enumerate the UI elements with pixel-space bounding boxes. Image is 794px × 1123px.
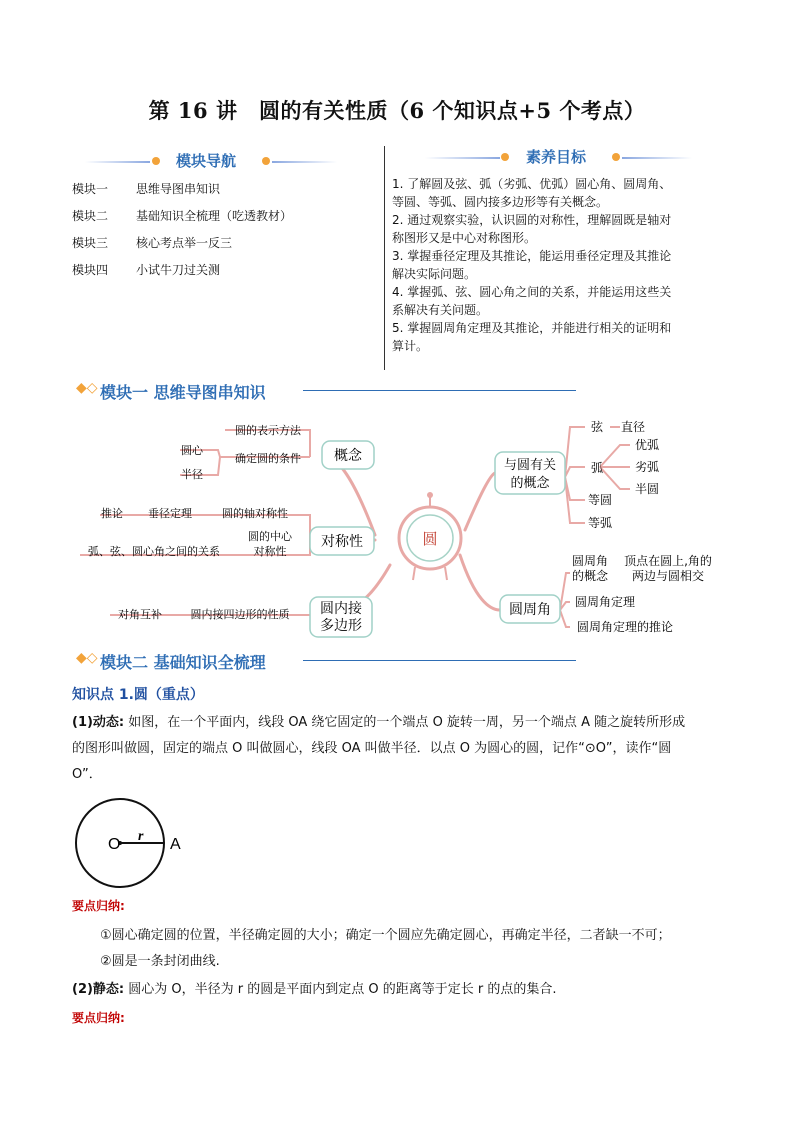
node-angle-concept-1: 圆周角: [571, 554, 609, 568]
center-node-label: 圆: [422, 530, 438, 548]
static-text: 圆心为 O，半径为 r 的圆是平面内到定点 O 的距离等于定长 r 的点的集合.: [124, 982, 557, 997]
node-related-1: 与圆有关: [503, 458, 557, 473]
node-major-arc: 优弧: [634, 438, 660, 452]
module1-heading-line: [303, 390, 576, 391]
node-equal-arc: 等弧: [587, 516, 613, 530]
goals-list: [392, 175, 732, 355]
node-perpendicular: 垂径定理: [148, 507, 192, 520]
goals-heading-line-right: [622, 157, 692, 159]
column-divider: [384, 146, 385, 370]
dynamic-line: 如图，在一个平面内，线段 OA 绕它固定的一个端点 O 旋转一周，另一个端点 A 随之旋转所形成: [124, 715, 686, 730]
point-a-label: A: [170, 836, 181, 853]
nav-item-label: 小试牛刀过关测: [136, 263, 221, 277]
node-radius: 半径: [181, 468, 203, 481]
goals-heading-line-left: [425, 157, 500, 159]
nav-item-4[interactable]: [72, 261, 292, 288]
node-angle-def-2: 两边与圆相交: [631, 569, 705, 583]
nav-list: [72, 180, 292, 288]
summary-item: ②圆是一条封闭曲线.: [100, 954, 220, 969]
module2-heading: 模块二 基础知识全梳理: [100, 653, 266, 672]
goal-line: 5. 掌握圆周角定理及其推论，并能进行相关的证明和: [392, 321, 672, 335]
summary-item: ①圆心确定圆的位置，半径确定圆的大小；确定一个圆应先确定圆心，再确定半径，二者缺一不可；: [100, 928, 671, 943]
nav-item-num: 模块二: [72, 209, 109, 223]
nav-heading-line-right: [272, 161, 337, 163]
goal-line: 等圆、等弧、圆内接多边形等有关概念。: [392, 195, 609, 209]
node-chord: 弦: [590, 420, 604, 434]
node-arc-chord: 弧、弦、圆心角之间的关系: [88, 545, 220, 558]
summary-label: 要点归纳:: [72, 899, 125, 913]
goal-line: 称图形又是中心对称图形。: [392, 231, 537, 245]
goal-line: 4. 掌握弧、弦、圆心角之间的关系，并能运用这些关: [392, 285, 672, 299]
node-polygon-1: 圆内接: [320, 601, 362, 617]
diamond-icon: ◆◇: [76, 650, 98, 666]
node-angle-def-1: 顶点在圆上,角的: [624, 554, 712, 568]
node-equal-circle: 等圆: [587, 493, 613, 507]
mind-map: [70, 405, 730, 645]
nav-item-label: 核心考点举一反三: [136, 236, 233, 250]
node-representation: 圆的表示方法: [235, 424, 301, 437]
circle-figure: [72, 793, 192, 893]
node-angle-theorem: 圆周角定理: [574, 595, 636, 609]
goal-line: 1. 了解圆及弦、弧（劣弧、优弧）圆心角、圆周角、: [392, 177, 672, 191]
point-o-label: O: [108, 836, 121, 853]
node-diameter: 直径: [620, 420, 646, 434]
dynamic-line: O”．: [72, 767, 102, 782]
kp1-dynamic: [72, 710, 732, 788]
summary-list: [100, 923, 740, 975]
nav-item-num: 模块四: [72, 263, 109, 277]
node-inscribed-angle: 圆周角: [509, 602, 551, 618]
goals-heading-dot-left: [501, 153, 509, 161]
goals-heading-dot-right: [612, 153, 620, 161]
node-concept: 概念: [334, 448, 362, 464]
nav-item-label: 基础知识全梳理（吃透教材）: [136, 209, 293, 223]
goal-line: 3. 掌握垂径定理及其推论，能运用垂径定理及其推论: [392, 249, 672, 263]
dynamic-line: 的图形叫做圆，固定的端点 O 叫做圆心，线段 OA 叫做半径．以点 O 为圆心的圆，记作“⊙O”，读作“圆: [72, 741, 672, 756]
nav-item-num: 模块三: [72, 236, 109, 250]
kp1-static: [72, 977, 732, 1003]
node-supplementary: 对角互补: [118, 608, 162, 621]
node-determine: 确定圆的条件: [235, 452, 301, 465]
page-title: 第 16 讲 圆的有关性质（6 个知识点+5 个考点）: [148, 98, 646, 123]
module2-heading-line: [303, 660, 576, 661]
node-center-sym-1: 圆的中心: [248, 530, 292, 543]
node-angle-corollary: 圆周角定理的推论: [576, 620, 674, 634]
nav-item-label: 思维导图串知识: [136, 182, 221, 196]
node-polygon-2: 多边形: [320, 618, 362, 634]
goal-line: 算计。: [392, 339, 429, 353]
diamond-icon: ◆◇: [76, 380, 98, 396]
node-corollary: 推论: [101, 507, 123, 520]
nav-item-2[interactable]: [72, 207, 292, 234]
node-angle-concept-2: 的概念: [571, 569, 609, 583]
nav-heading-line-left: [85, 161, 150, 163]
node-semicircle: 半圆: [634, 482, 660, 496]
nav-item-num: 模块一: [72, 182, 109, 196]
nav-item-1[interactable]: [72, 180, 292, 207]
node-inscribed-quad: 圆内接四边形的性质: [190, 608, 290, 621]
node-axis-symmetry: 圆的轴对称性: [222, 507, 288, 520]
node-minor-arc: 劣弧: [634, 460, 660, 474]
module1-heading: 模块一 思维导图串知识: [100, 383, 266, 402]
nav-heading-dot-right: [262, 157, 270, 165]
goal-line: 2. 通过观察实验，认识圆的对称性，理解圆既是轴对: [392, 213, 672, 227]
goals-heading: 素养目标: [526, 148, 587, 166]
node-arc: 弧: [590, 461, 604, 475]
static-label: (2)静态:: [72, 982, 125, 997]
node-related-2: 的概念: [510, 476, 550, 491]
node-center: 圆心: [181, 444, 203, 457]
goal-line: 解决实际问题。: [392, 267, 477, 281]
nav-heading-dot-left: [152, 157, 160, 165]
kp1-title: 知识点 1.圆（重点）: [72, 687, 204, 703]
radius-label: r: [138, 829, 144, 844]
summary2-label: 要点归纳:: [72, 1011, 125, 1025]
node-center-sym-2: 对称性: [253, 545, 287, 558]
node-symmetry: 对称性: [321, 534, 363, 550]
goal-line: 系解决有关问题。: [392, 303, 489, 317]
nav-heading: 模块导航: [176, 152, 237, 170]
nav-item-3[interactable]: [72, 234, 292, 261]
dynamic-label: (1)动态:: [72, 715, 125, 730]
